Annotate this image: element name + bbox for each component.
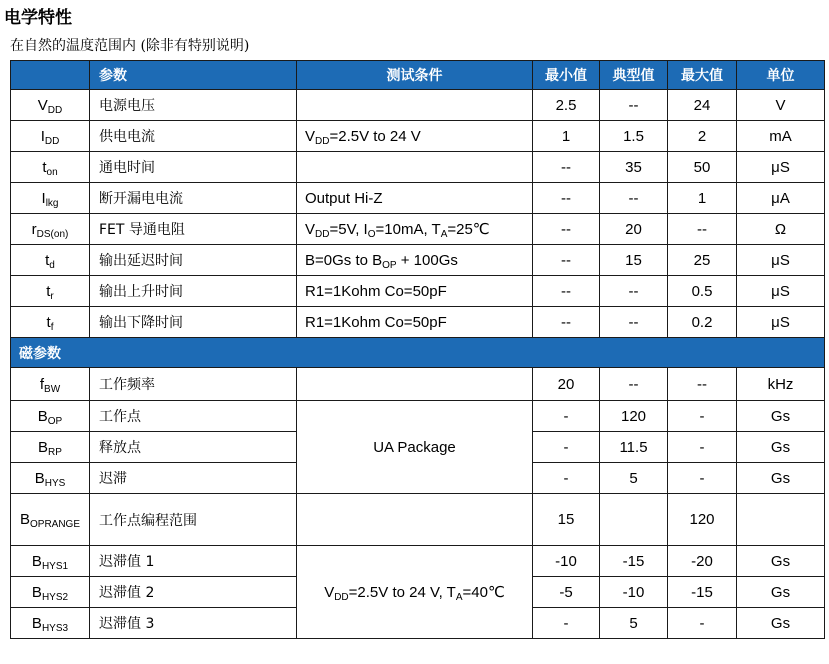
header-param: 参数 xyxy=(90,61,297,90)
table-row xyxy=(11,121,825,152)
max-value: 0.2 xyxy=(668,307,737,338)
symbol-cell: $f_{BW}$ xyxy=(11,368,90,401)
condition-subscript: DD xyxy=(334,592,349,603)
symbol-subscript: DD xyxy=(47,104,63,116)
param-cell: FET 导通电阻 xyxy=(90,214,297,245)
header-unit: 单位 xyxy=(737,61,825,90)
symbol-subscript: f xyxy=(50,321,54,333)
unit-value: Gs xyxy=(737,608,825,639)
max-value: 24 xyxy=(668,90,737,121)
min-value: -- xyxy=(533,152,600,183)
typ-value: -- xyxy=(600,183,668,214)
unit-value: Gs xyxy=(737,463,825,494)
symbol-subscript: HYS xyxy=(44,477,66,489)
max-value: 0.5 xyxy=(668,276,737,307)
typ-value: -- xyxy=(600,368,668,401)
typ-value: -- xyxy=(600,90,668,121)
symbol-subscript: OP xyxy=(47,415,63,427)
max-value: 1 xyxy=(668,183,737,214)
typ-value xyxy=(600,494,668,546)
max-value: -15 xyxy=(668,577,737,608)
header-min: 最小值 xyxy=(533,61,600,90)
condition-cell: B=0Gs to $B_{OP} + 100Gs$ xyxy=(297,245,533,276)
condition-subscript: A xyxy=(455,592,463,603)
max-value: - xyxy=(668,401,737,432)
max-value: - xyxy=(668,608,737,639)
symbol-cell: $B_{OP}$ xyxy=(11,401,90,432)
symbol-subscript: d xyxy=(49,259,55,271)
unit-value: Gs xyxy=(737,432,825,463)
condition-cell-ua-package: UA Package xyxy=(297,401,533,494)
table-row xyxy=(11,214,825,245)
min-value: -- xyxy=(533,183,600,214)
condition-subscript: O xyxy=(367,229,376,240)
param-cell: 输出上升时间 xyxy=(90,276,297,307)
param-cell: 供电电流 xyxy=(90,121,297,152)
header-max: 最大值 xyxy=(668,61,737,90)
header-typ: 典型值 xyxy=(600,61,668,90)
symbol-cell: $t_r$ xyxy=(11,276,90,307)
header-symbol xyxy=(11,61,90,90)
symbol-cell: $B_{HYS2}$ xyxy=(11,577,90,608)
symbol-cell: $B_{OPRANGE}$ xyxy=(11,494,90,546)
unit-value xyxy=(737,494,825,546)
table-row xyxy=(11,152,825,183)
unit-value: μA xyxy=(737,183,825,214)
max-value: -- xyxy=(668,214,737,245)
symbol-subscript: DD xyxy=(44,135,60,147)
min-value: -- xyxy=(533,276,600,307)
min-value: -- xyxy=(533,307,600,338)
typ-value: 120 xyxy=(600,401,668,432)
condition-subscript: OP xyxy=(382,259,397,271)
max-value: -20 xyxy=(668,546,737,577)
symbol-cell: $t_f$ xyxy=(11,307,90,338)
param-cell: 迟滞值 2 xyxy=(90,577,297,608)
symbol-subscript: lkg xyxy=(45,197,59,209)
max-value: 2 xyxy=(668,121,737,152)
min-value: -- xyxy=(533,245,600,276)
table-row xyxy=(11,245,825,276)
typ-value: -15 xyxy=(600,546,668,577)
typ-value: 5 xyxy=(600,463,668,494)
param-cell: 迟滞 xyxy=(90,463,297,494)
condition-cell xyxy=(297,494,533,546)
symbol-subscript: HYS3 xyxy=(41,622,69,634)
section-title: 磁参数 xyxy=(11,338,825,368)
symbol-subscript: HYS1 xyxy=(41,560,69,572)
min-value: - xyxy=(533,608,600,639)
condition-cell xyxy=(297,368,533,401)
symbol-cell: $I_{lkg}$ xyxy=(11,183,90,214)
min-value: - xyxy=(533,401,600,432)
param-cell: 工作点 xyxy=(90,401,297,432)
unit-value: Gs xyxy=(737,577,825,608)
unit-value: V xyxy=(737,90,825,121)
unit-value: μS xyxy=(737,307,825,338)
table-row xyxy=(11,307,825,338)
table-row xyxy=(11,276,825,307)
symbol-cell: $B_{HYS3}$ xyxy=(11,608,90,639)
condition-cell: Output Hi-Z xyxy=(297,183,533,214)
header-condition: 测试条件 xyxy=(297,61,533,90)
min-value: -5 xyxy=(533,577,600,608)
unit-value: μS xyxy=(737,276,825,307)
param-cell: 工作点编程范围 xyxy=(90,494,297,546)
max-value: - xyxy=(668,463,737,494)
symbol-cell: $I_{DD}$ xyxy=(11,121,90,152)
unit-value: mA xyxy=(737,121,825,152)
symbol-cell: $B_{RP}$ xyxy=(11,432,90,463)
max-value: - xyxy=(668,432,737,463)
condition-subscript: A xyxy=(440,229,448,240)
param-cell: 断开漏电电流 xyxy=(90,183,297,214)
param-cell: 通电时间 xyxy=(90,152,297,183)
symbol-cell: $r_{DS(on)}$ xyxy=(11,214,90,245)
symbol-subscript: r xyxy=(50,290,54,302)
min-value: 15 xyxy=(533,494,600,546)
symbol-subscript: RP xyxy=(48,446,62,458)
typ-value: 35 xyxy=(600,152,668,183)
max-value: 50 xyxy=(668,152,737,183)
symbol-cell: $V_{DD}$ xyxy=(11,90,90,121)
typ-value: -10 xyxy=(600,577,668,608)
symbol-cell: $t_d$ xyxy=(11,245,90,276)
condition-subscript: DD xyxy=(315,135,330,147)
condition-cell-hys: $V_{DD}=2.5V$ to 24 V, $T_A=40℃$ xyxy=(297,546,533,639)
param-cell: 输出下降时间 xyxy=(90,307,297,338)
typ-value: 15 xyxy=(600,245,668,276)
max-value: 120 xyxy=(668,494,737,546)
min-value: - xyxy=(533,432,600,463)
typ-value: -- xyxy=(600,276,668,307)
symbol-subscript: DS(on) xyxy=(36,228,69,240)
typ-value: 11.5 xyxy=(600,432,668,463)
max-value: 25 xyxy=(668,245,737,276)
condition-cell: $V_{DD}=2.5V$ to 24 V xyxy=(297,121,533,152)
table-row xyxy=(11,494,825,546)
min-value: -- xyxy=(533,214,600,245)
condition-cell: R1=1Kohm Co=50pF xyxy=(297,307,533,338)
unit-value: Gs xyxy=(737,546,825,577)
electrical-characteristics-table xyxy=(10,60,825,639)
unit-value: kHz xyxy=(737,368,825,401)
min-value: 1 xyxy=(533,121,600,152)
condition-cell: R1=1Kohm Co=50pF xyxy=(297,276,533,307)
param-cell: 输出延迟时间 xyxy=(90,245,297,276)
page-subtitle: 在自然的温度范围内 (除非有特别说明) xyxy=(10,38,250,54)
condition-cell xyxy=(297,90,533,121)
unit-value: μS xyxy=(737,152,825,183)
condition-subscript: DD xyxy=(315,229,330,240)
symbol-subscript: BW xyxy=(44,383,61,395)
param-cell: 释放点 xyxy=(90,432,297,463)
min-value: - xyxy=(533,463,600,494)
condition-cell: $V_{DD}=5V$, $I_O=10mA$, $T_A=25℃$ xyxy=(297,214,533,245)
table-row xyxy=(11,546,825,577)
typ-value: -- xyxy=(600,307,668,338)
unit-value: Gs xyxy=(737,401,825,432)
page-title: 电学特性 xyxy=(4,8,72,28)
typ-value: 1.5 xyxy=(600,121,668,152)
typ-value: 20 xyxy=(600,214,668,245)
table-header-row xyxy=(11,61,825,90)
min-value: -10 xyxy=(533,546,600,577)
symbol-cell: $B_{HYS1}$ xyxy=(11,546,90,577)
max-value: -- xyxy=(668,368,737,401)
table-row xyxy=(11,90,825,121)
table-row xyxy=(11,368,825,401)
symbol-subscript: HYS2 xyxy=(41,591,69,603)
param-cell: 迟滞值 3 xyxy=(90,608,297,639)
symbol-subscript: OPRANGE xyxy=(30,519,81,530)
table-row xyxy=(11,183,825,214)
condition-cell xyxy=(297,152,533,183)
symbol-cell: $B_{HYS}$ xyxy=(11,463,90,494)
param-cell: 电源电压 xyxy=(90,90,297,121)
param-cell: 工作频率 xyxy=(90,368,297,401)
typ-value: 5 xyxy=(600,608,668,639)
param-cell: 迟滞值 1 xyxy=(90,546,297,577)
unit-value: Ω xyxy=(737,214,825,245)
min-value: 2.5 xyxy=(533,90,600,121)
section-row xyxy=(11,338,825,368)
unit-value: μS xyxy=(737,245,825,276)
table-row xyxy=(11,401,825,432)
min-value: 20 xyxy=(533,368,600,401)
symbol-subscript: on xyxy=(46,166,58,178)
symbol-cell: $t_{on}$ xyxy=(11,152,90,183)
